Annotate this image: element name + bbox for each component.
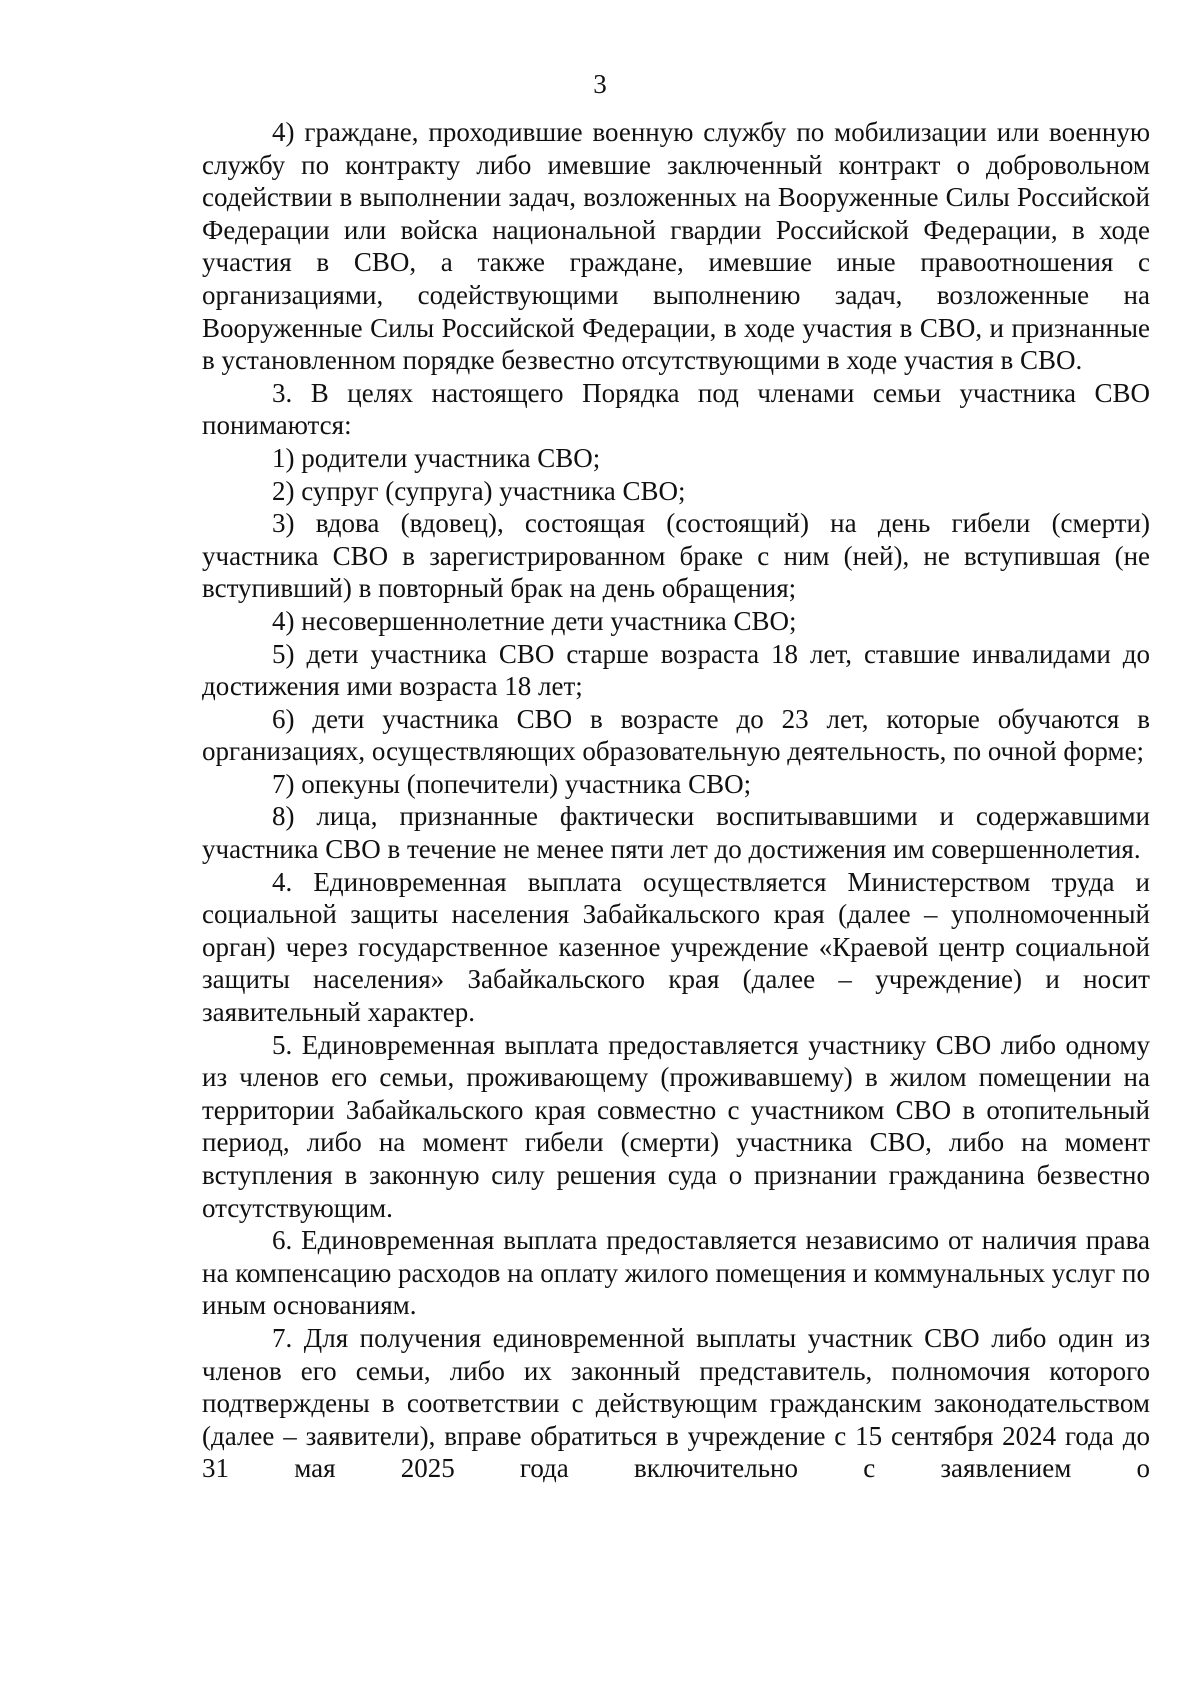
list-item-minor-children: 4) несовершеннолетние дети участника СВО; xyxy=(272,605,797,636)
list-item-parents: 1) родители участника СВО; xyxy=(272,442,601,473)
paragraph-4-payment-authority: 4. Единовременная выплата осуществляется Министерством труда и социальной защиты населения Забайкальского края (далее – уполномоченный орган) через государственное казенное учреждение «Краевой центр социальной защиты населения» Забайкальского края (далее – учреждение) и носит заявительный характер. xyxy=(202,866,1150,1028)
list-item-disabled-children: 5) дети участника СВО старше возраста 18 лет, ставшие инвалидами до достижения ими возраста 18 лет; xyxy=(202,638,1150,702)
paragraph-3-family-members: 3. В целях настоящего Порядка под членами семьи участника СВО понимаются: xyxy=(202,377,1150,441)
list-item-student-children: 6) дети участника СВО в возрасте до 23 лет, которые обучаются в организациях, осуществляющих образовательную деятельность, по очной форме; xyxy=(202,703,1150,767)
paragraph-4-mobilized-citizens: 4) граждане, проходившие военную службу по мобилизации или военную службу по контракту либо имевшие заключенный контракт о добровольном содействии в выполнении задач, возложенных на Вооруженные Силы Российской Федерации или войска национальной гвардии Российской Федерации, в ходе участия в СВО, а также граждане, имевшие иные правоотношения с организациями, содействующими выполнению задач, возложенные на Вооруженные Силы Российской Федерации, в ходе участия в СВО, и признанные в установленном порядке безвестно отсутствующими в ходе участия в СВО. xyxy=(202,117,1150,376)
page-number: 3 xyxy=(593,69,607,99)
list-item-guardians: 7) опекуны (попечители) участника СВО; xyxy=(272,768,752,799)
document-body xyxy=(202,116,1150,1485)
list-item-caregivers: 8) лица, признанные фактически воспитывавшими и содержавшими участника СВО в течение не менее пяти лет до достижения им совершеннолетия. xyxy=(202,801,1150,865)
list-item-spouse: 2) супруг (супруга) участника СВО; xyxy=(272,475,686,506)
paragraph-5-payment-recipient: 5. Единовременная выплата предоставляется участнику СВО либо одному из членов его семьи, проживающему (проживавшему) в жилом помещении на территории Забайкальского края совместно с участником СВО в отопительный период, либо на момент гибели (смерти) участника СВО, либо на момент вступления в законную силу решения суда о признании гражданина безвестно отсутствующим. xyxy=(202,1029,1150,1223)
list-item-widow: 3) вдова (вдовец), состоящая (состоящий) на день гибели (смерти) участника СВО в зарегистрированном браке с ним (ней), не вступившая (не вступивший) в повторный брак на день обращения; xyxy=(202,508,1150,604)
paragraph-7-application: 7. Для получения единовременной выплаты участник СВО либо один из членов его семьи, либо их законный представитель, полномочия которого подтверждены в соответствии с действующим гражданским законодательством (далее – заявители), вправе обратиться в учреждение с 15 сентября 2024 года до 31 мая 2025 года включительно с заявлением о xyxy=(202,1322,1150,1484)
paragraph-6-independence: 6. Единовременная выплата предоставляется независимо от наличия права на компенсацию расходов на оплату жилого помещения и коммунальных услуг по иным основаниям. xyxy=(202,1225,1150,1321)
